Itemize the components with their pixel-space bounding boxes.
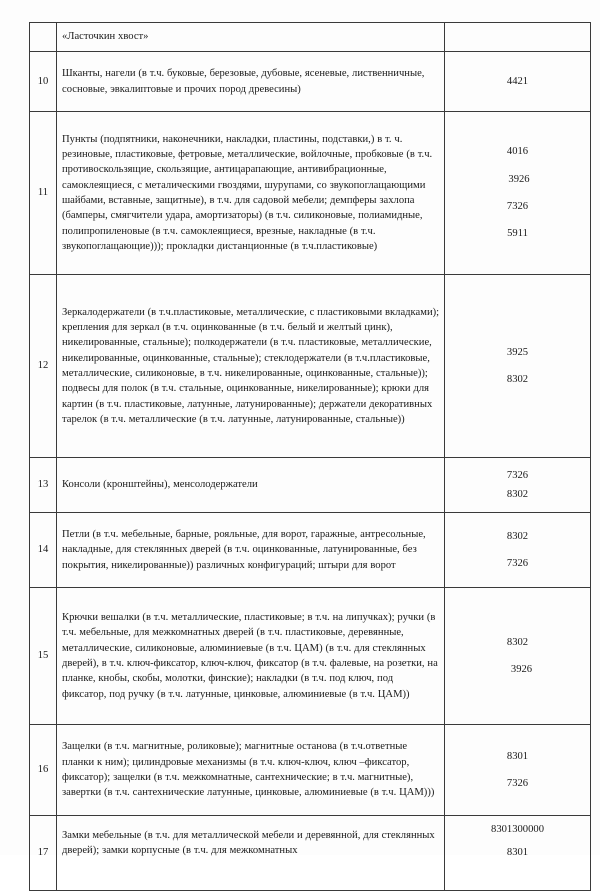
code-list: [445, 339, 590, 394]
description-cell: [57, 275, 445, 458]
description-text: Петли (в т.ч. мебельные, барные, рояльные, для ворот, гаражные, антресольные, накладные, для стеклянных дверей (в т.ч. оцинкованные, латунированные, без покрытия, никелированные)) различных конфигураций; штыри для ворот: [62, 529, 426, 571]
hs-code: 3925: [506, 346, 529, 358]
codes-cell: [445, 23, 591, 52]
description-cell: [57, 816, 445, 891]
row-number-cell: [30, 23, 57, 52]
table-row: [30, 816, 591, 891]
product-table: [29, 22, 591, 891]
hs-code: 5911: [507, 228, 528, 240]
row-number-cell: 17: [30, 816, 57, 891]
table-row: [30, 588, 591, 725]
row-number-cell: 13: [30, 458, 57, 513]
hs-code: 7326: [506, 558, 529, 569]
hs-code: 8301300000: [491, 824, 544, 835]
description-cell: [57, 588, 445, 725]
codes-cell: [445, 725, 591, 816]
row-number-cell: 16: [30, 725, 57, 816]
description-text: Замки мебельные (в т.ч. для металлической мебели и деревянной, для стеклянных дверей); замки корпусные (в т.ч. для межкомнатных: [62, 830, 435, 857]
description-cell: [57, 23, 445, 52]
code-list: [445, 743, 590, 798]
description-text: Зеркалодержатели (в т.ч.пластиковые, металлические, с пластиковыми вкладками); крепления для зеркал (в т.ч. оцинкованные (в т.ч. белый и желтый цинк), никелированные, стальные); полкодержатели (в т.ч. пластиковые, металлические, никелированные, оцинкованные, стальные); стеклодержатели (в т.ч.пластиковые, металлические, силиконовые, в т.ч. никелированные, оцинкованные, стальные)); подвесы для полок (в т.ч. стальные, оцинкованные, никелированные); крюки для картин (в т.ч. пластиковые, латунные, латунированные); держатели декоративных тарелок (в т.ч. металлические (в т.ч. латунные, латунированные, стальные)): [62, 306, 440, 425]
hs-code: 8302: [506, 489, 529, 500]
row-number-cell: 10: [30, 52, 57, 112]
hs-code: 3926: [508, 173, 530, 185]
codes-cell: [445, 458, 591, 513]
code-list: [445, 74, 590, 89]
codes-cell: [445, 275, 591, 458]
description-cell: [57, 112, 445, 275]
row-number-cell: 14: [30, 513, 57, 588]
hs-code: 8301: [506, 750, 529, 762]
codes-cell: [445, 112, 591, 275]
hs-code: 8302: [506, 636, 529, 648]
table-row: [30, 52, 591, 112]
hs-code: 7326: [506, 201, 529, 212]
description-text: «Ласточкин хвост»: [62, 31, 149, 43]
code-list: [445, 523, 590, 578]
description-cell: [57, 52, 445, 112]
code-list: [445, 818, 590, 865]
description-text: Защелки (в т.ч. магнитные, роликовые); магнитные останова (в т.ч.ответные планки к ним); цилиндровые механизмы (в т.ч. ключ-ключ, ключ –фиксатор, фиксатор); защелки (в т.ч. межкомнатные, сантехнические; в т.ч. магнитные), завертки (в т.ч. сантехнические латунные, цинковые, алюминиевые (в т.ч. ЦАМ))): [62, 741, 435, 799]
row-number-cell: 12: [30, 275, 57, 458]
description-text: Крючки вешалки (в т.ч. металлические, пластиковые; в т.ч. на липучках); ручки (в т.ч. мебельные, для межкомнатных дверей (в т.ч. пластиковые, деревянные, металлические, силиконовые, алюминиевые (в т.ч. ЦАМ) (в т.ч. для стеклянных дверей), в т.ч. ключ-фиксатор, ключ-ключ, фиксатор (в т.ч. фалевые, на розетки, на планке, кнобы, скобы, молотки, финские); накладки (в т.ч. под ключ, под фиксатор, под ручку (в т.ч. латунные, цинковые, алюминиевые (в т.ч. ЦАМ)): [62, 612, 438, 700]
codes-cell: [445, 816, 591, 891]
description-cell: [57, 725, 445, 816]
hs-code: 8302: [506, 374, 529, 385]
description-cell: [57, 513, 445, 588]
row-number-cell: 11: [30, 112, 57, 275]
code-list: [445, 138, 590, 247]
codes-cell: [445, 52, 591, 112]
table-row: [30, 513, 591, 588]
hs-code: 8301: [506, 847, 529, 859]
table-row: [30, 458, 591, 513]
description-cell: [57, 458, 445, 513]
table-row: [30, 112, 591, 275]
codes-cell: [445, 513, 591, 588]
hs-code: 4421: [506, 75, 529, 87]
description-text: Пункты (подпятники, наконечники, накладки, пластины, подставки,) в т. ч. резиновые, пластиковые, фетровые, металлические, войлочные, пробковые (в т.ч. противоскользящие, скользящие, антицарапающие, антивибрационные, самоклеящиеся, с металическими гвоздями, шурупами, со звукопоглащающими шайбами, вставные, защитные), в т.ч. для садовой мебели; демпферы захлопа (бамперы, смягчители удара, амортизаторы) (в т.ч. силиконовые, полиамидные, полипропиленовые (в т.ч. самоклеящиеся, врезные, накладные (в т.ч. звукопоглащающие))); прокладки дистанционные (в т.ч.пластиковые): [62, 133, 433, 252]
code-list: [445, 466, 590, 505]
hs-code: 8302: [506, 530, 529, 542]
table-row: [30, 23, 591, 52]
description-text: Консоли (кронштейны), менсолодержатели: [62, 479, 258, 491]
table-row: [30, 725, 591, 816]
codes-cell: [445, 588, 591, 725]
description-text: Шканты, нагели (в т.ч. буковые, березовые, дубовые, ясеневые, лиственничные, сосновые, эвкалиптовые и прочих пород древесины): [62, 68, 425, 95]
hs-code: 4016: [506, 146, 529, 158]
hs-code: 3926: [510, 664, 533, 675]
code-list: [445, 629, 590, 684]
table-row: [30, 275, 591, 458]
hs-code: 7326: [506, 469, 529, 481]
hs-code: 7326: [506, 778, 529, 789]
row-number-cell: 15: [30, 588, 57, 725]
